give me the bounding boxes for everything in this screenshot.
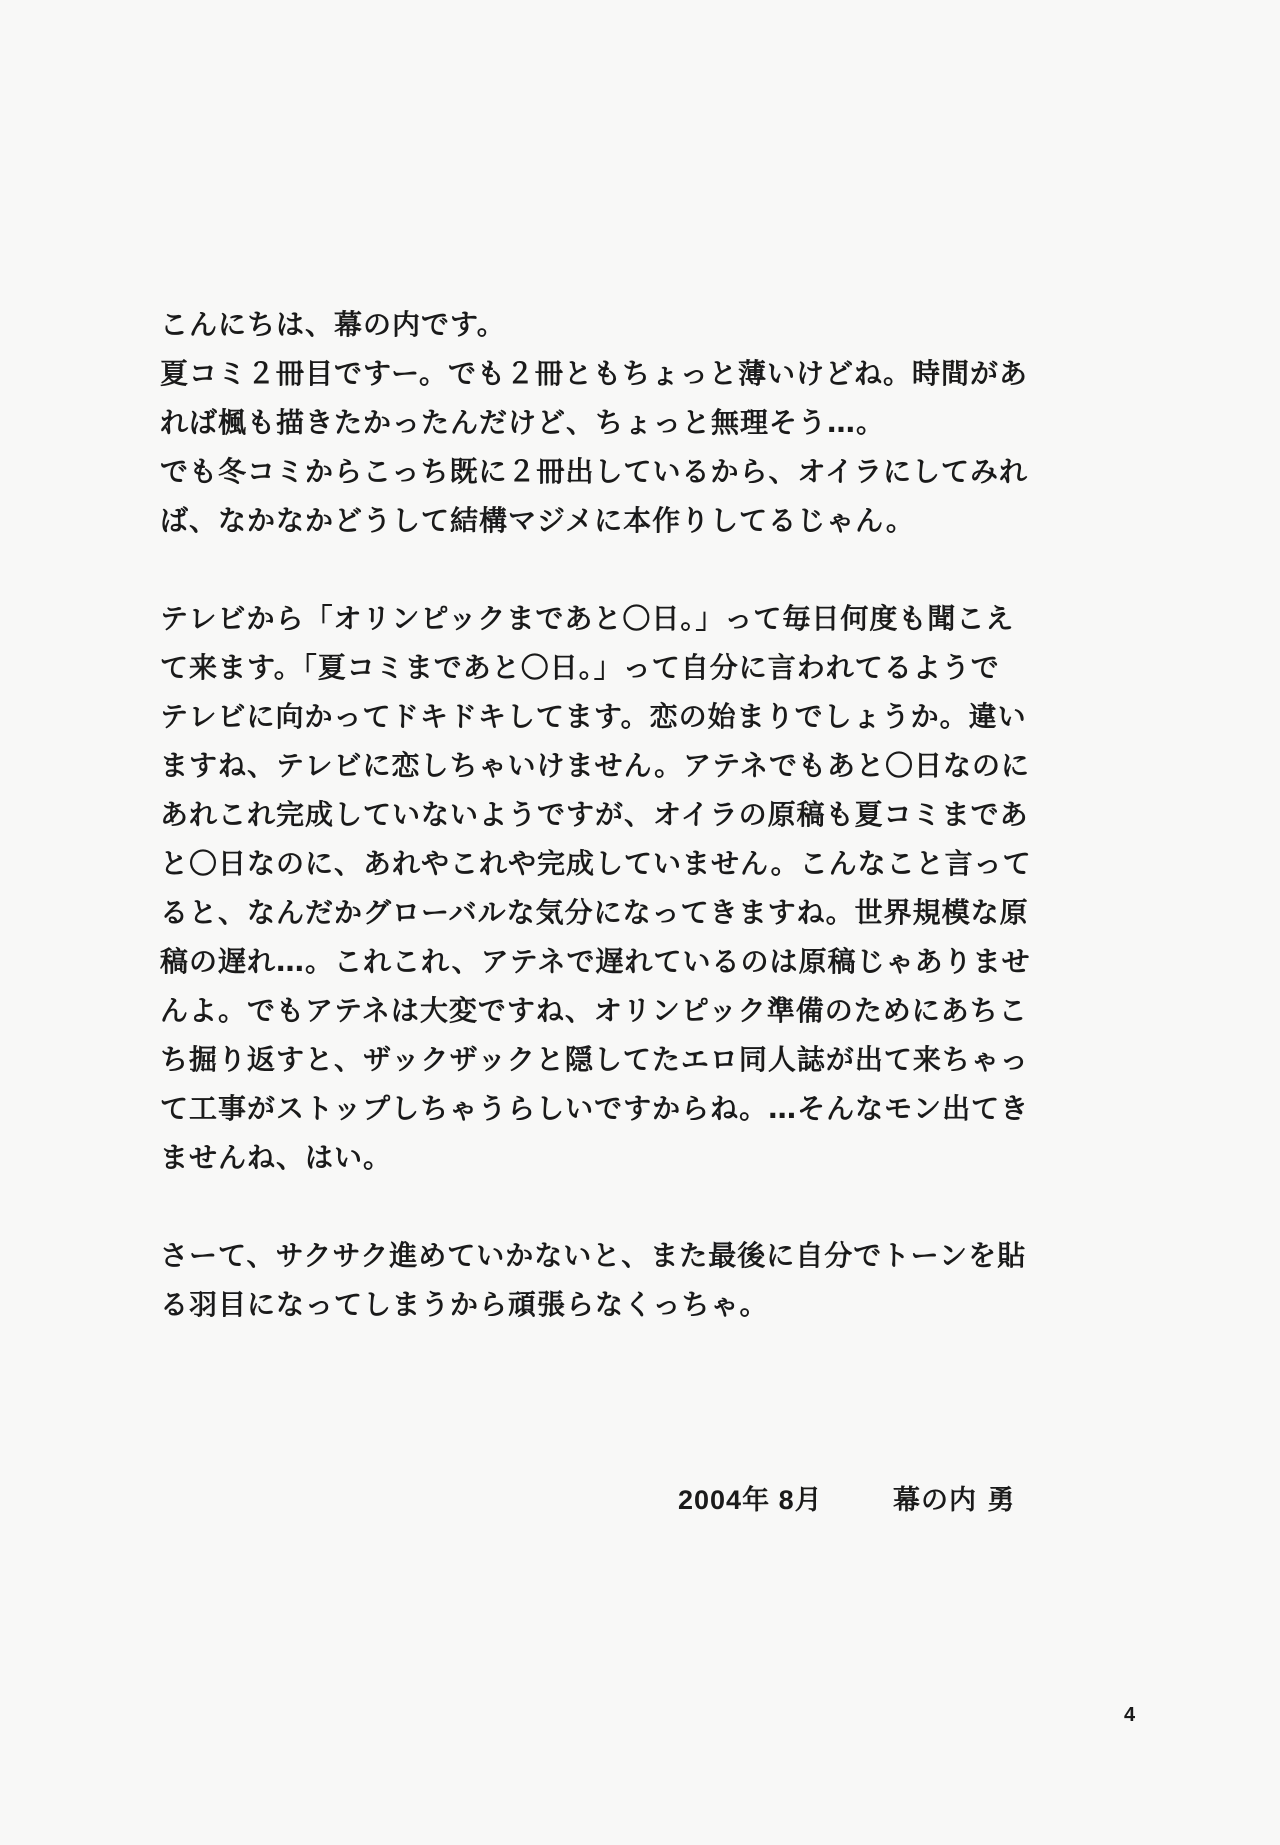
text-line: ば、なかなかどうして結構マジメに本作りしてるじゃん。 xyxy=(160,504,915,537)
text-line: テレビから「オリンピックまであと〇日。」って毎日何度も聞こえ xyxy=(160,602,1015,635)
text-line: こんにちは、幕の内です。 xyxy=(160,308,506,341)
text-line: さーて、サクサク進めていかないと、また最後に自分でトーンを貼 xyxy=(160,1239,1027,1272)
text-line: テレビに向かってドキドキしてます。恋の始まりでしょうか。違い xyxy=(160,700,1027,733)
body-text xyxy=(160,300,1150,1329)
paragraph-3 xyxy=(160,1231,1150,1329)
text-line: ませんね、はい。 xyxy=(160,1141,393,1174)
text-line: 夏コミ２冊目ですー。でも２冊ともちょっと薄いけどね。時間があ xyxy=(160,357,1029,390)
signature xyxy=(678,1478,1015,1517)
text-line: ち掘り返すと、ザックザックと隠してたエロ同人誌が出て来ちゃっ xyxy=(160,1043,1029,1076)
signature-date: 2004年 8月 xyxy=(678,1485,823,1515)
text-line: んよ。でもアテネは大変ですね、オリンピック準備のためにあちこ xyxy=(160,994,1028,1027)
text-line: て工事がストップしちゃうらしいですからね。…そんなモン出てき xyxy=(160,1092,1030,1125)
text-line: でも冬コミからこっち既に２冊出しているから、オイラにしてみれ xyxy=(160,455,1029,488)
text-line: 稿の遅れ…。これこれ、アテネで遅れているのは原稿じゃありませ xyxy=(160,945,1031,978)
paragraph-1 xyxy=(160,300,1150,545)
text-line: る羽目になってしまうから頑張らなくっちゃ。 xyxy=(160,1288,769,1321)
text-line: と〇日なのに、あれやこれや完成していません。こんなこと言って xyxy=(160,847,1032,880)
text-line: ると、なんだかグローバルな気分になってきますね。世界規模な原 xyxy=(160,896,1029,929)
text-line: ますね、テレビに恋しちゃいけません。アテネでもあと〇日なのに xyxy=(160,749,1031,782)
paragraph-2 xyxy=(160,594,1150,1182)
text-line: れば楓も描きたかったんだけど、ちょっと無理そう…。 xyxy=(160,406,886,439)
text-line: あれこれ完成していないようですが、オイラの原稿も夏コミまであ xyxy=(160,798,1029,831)
signature-author: 幕の内 勇 xyxy=(893,1485,1016,1516)
page-number: 4 xyxy=(1124,1704,1136,1726)
text-line: て来ます。「夏コミまであと〇日。」って自分に言われてるようで xyxy=(160,651,1000,684)
